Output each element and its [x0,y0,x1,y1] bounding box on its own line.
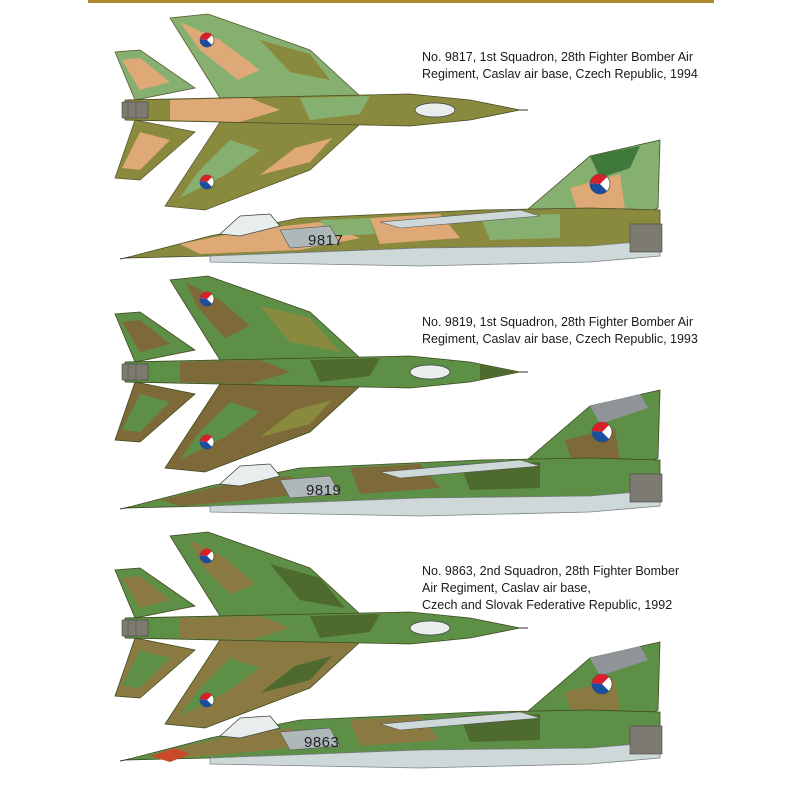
side-view-drawing [120,640,680,775]
czech-roundel-icon [592,674,612,694]
caption-line: Air Regiment, Caslav air base, [422,581,591,595]
czech-roundel-icon [200,33,214,47]
side-view-drawing [120,138,680,273]
side-view-aircraft-1 [120,138,680,273]
serial-number: 9819 [306,482,342,499]
caption-line: No. 9863, 2nd Squadron, 28th Fighter Bomber [422,564,680,578]
side-view-aircraft-3 [120,640,680,775]
caption-line: Czech and Slovak Federative Republic, 1992 [422,598,673,612]
caption-line: Regiment, Caslav air base, Czech Republic, 1993 [422,332,698,346]
top-accent-bar [88,0,714,3]
czech-roundel-icon [200,549,214,563]
side-view-aircraft-2 [120,388,680,523]
serial-number: 9817 [308,232,344,249]
caption-line: Regiment, Caslav air base, Czech Republic, 1994 [422,67,698,81]
caption-line: No. 9819, 1st Squadron, 28th Fighter Bomber Air [422,315,693,329]
czech-roundel-icon [592,422,612,442]
serial-number: 9863 [304,734,340,751]
caption-line: No. 9817, 1st Squadron, 28th Fighter Bomber Air [422,50,693,64]
czech-roundel-icon [590,174,610,194]
side-view-drawing [120,388,680,523]
czech-roundel-icon [200,292,214,306]
